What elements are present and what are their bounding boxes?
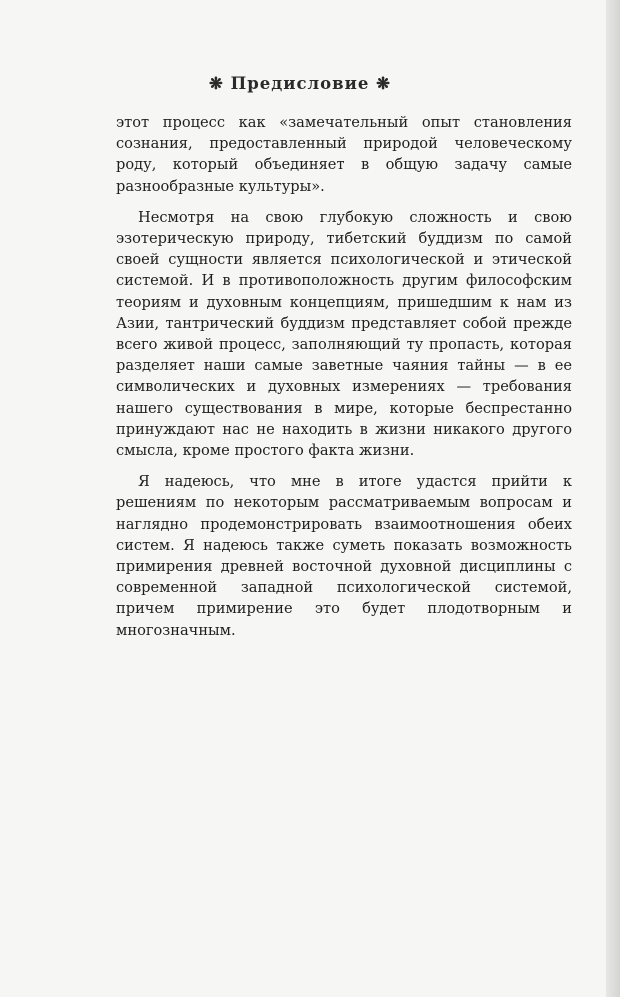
body-text: [116, 112, 572, 641]
paragraph-1: этот процесс как «замечательный опыт становления сознания, предоставленный природой человеческому роду, который объединяет в общую задачу самые разнообразные культуры».: [116, 114, 572, 195]
paragraph-2: Несмотря на свою глубокую сложность и свою эзотерическую природу, тибетский буддизм по самой своей сущности является психологической и этической системой. И в противоположность другим философским теориям и духовным концепциям, пришедшим к нам из Азии, тантрический буддизм представляет собой прежде всего живой процесс, заполняющий ту пропасть, которая разделяет наши самые заветные чаяния тайны — в ее символических и духовных измерениях — требования нашего существования в мире, которые беспрестанно принуждают нас не находить в жизни никакого другого смысла, кроме простого факта жизни.: [116, 208, 572, 460]
paragraph-3: Я надеюсь, что мне в итоге удастся прийти к решениям по некоторым рассматриваемым вопросам и наглядно продемонстрировать взаимоотношения обеих систем. Я надеюсь также суметь показать возможность примирения древней восточной духовной дисциплины с современной западной психологической системой, причем примирение это будет плодотворным и многозначным.: [116, 473, 572, 639]
page-heading: ❋ Предисловие ❋: [209, 74, 391, 93]
scan-edge: [606, 0, 620, 997]
